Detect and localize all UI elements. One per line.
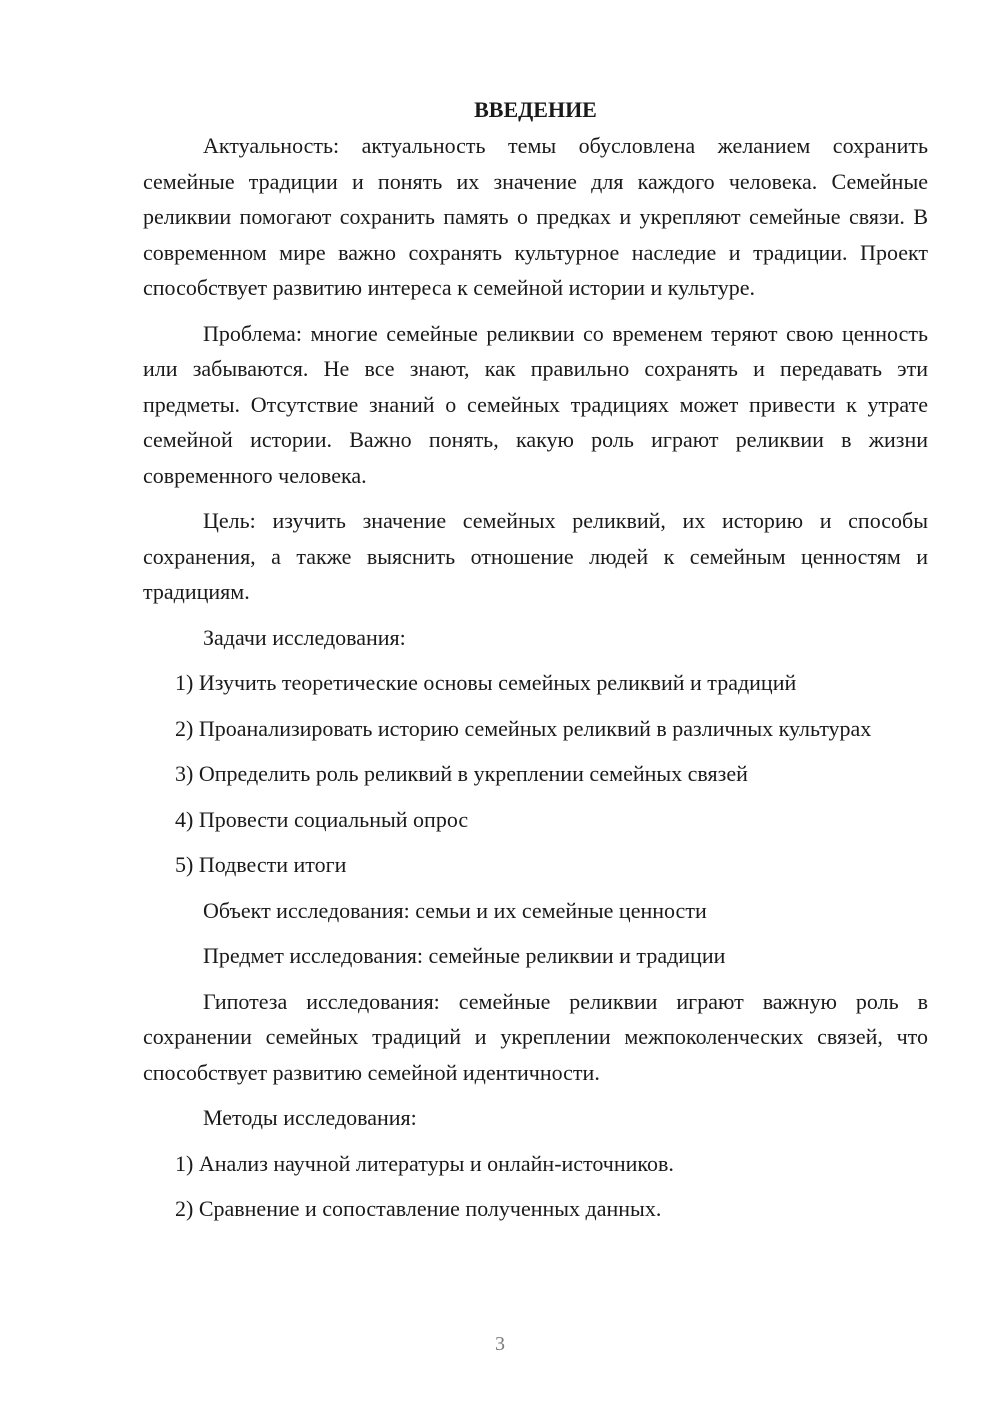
spacer: [143, 701, 928, 711]
spacer: [143, 1090, 928, 1100]
page-number: 3: [495, 1333, 505, 1355]
relevance-paragraph: Актуальность: актуальность темы обусловлена желанием сохранить семейные традиции и понять их значение для каждого человека. Семейные реликвии помогают сохранить память о предках и укрепляют семейные связи. В современном мире важно сохранять культурное наследие и традиции. Проект способствует развитию интереса к семейной истории и культуре.: [143, 133, 928, 300]
methods-heading: Методы исследования:: [203, 1105, 417, 1130]
task-item: 3) Определить роль реликвий в укреплении семейных связей: [175, 761, 748, 786]
hypothesis-paragraph: Гипотеза исследования: семейные реликвии играют важную роль в сохранении семейных традиций и укреплении межпоколенческих связей, что способствует развитию семейной идентичности.: [143, 988, 928, 1085]
subject-line: Предмет исследования: семейные реликвии и традиции: [203, 943, 726, 968]
spacer: [143, 974, 928, 984]
object-line: Объект исследования: семьи и их семейные ценности: [203, 897, 707, 923]
tasks-heading: Задачи исследования:: [203, 624, 406, 650]
section-title: ВВЕДЕНИЕ: [474, 97, 597, 122]
spacer: [143, 306, 928, 316]
spacer: [143, 792, 928, 802]
task-item: 1) Изучить теоретические основы семейных реликвий и традиций: [175, 670, 797, 695]
spacer: [143, 883, 928, 893]
task-item: 4) Провести социальный опрос: [175, 806, 469, 832]
task-item: 2) Проанализировать историю семейных реликвий в различных культурах: [175, 715, 872, 741]
problem-paragraph: Проблема: многие семейные реликвии со временем теряют свою ценность или забываются. Не все знают, как правильно сохранять и передавать эти предметы. Отсутствие знаний о семейных традициях может привести к утрате семейной истории. Важно понять, какую роль играют реликвии в жизни современного человека.: [143, 320, 928, 488]
document-page: [143, 92, 928, 1227]
spacer: [143, 746, 928, 756]
goal-paragraph: Цель: изучить значение семейных реликвий, их историю и способы сохранения, а также выяснить отношение людей к семейным ценностям и традициям.: [143, 508, 928, 604]
method-item: 2) Сравнение и сопоставление полученных данных.: [175, 1196, 662, 1221]
spacer: [143, 837, 928, 847]
spacer: [143, 928, 928, 938]
spacer: [143, 655, 928, 665]
spacer: [143, 1136, 928, 1146]
method-item: 1) Анализ научной литературы и онлайн-источников.: [175, 1150, 674, 1176]
spacer: [143, 1181, 928, 1191]
spacer: [143, 610, 928, 620]
task-item: 5) Подвести итоги: [175, 852, 347, 877]
spacer: [143, 493, 928, 503]
